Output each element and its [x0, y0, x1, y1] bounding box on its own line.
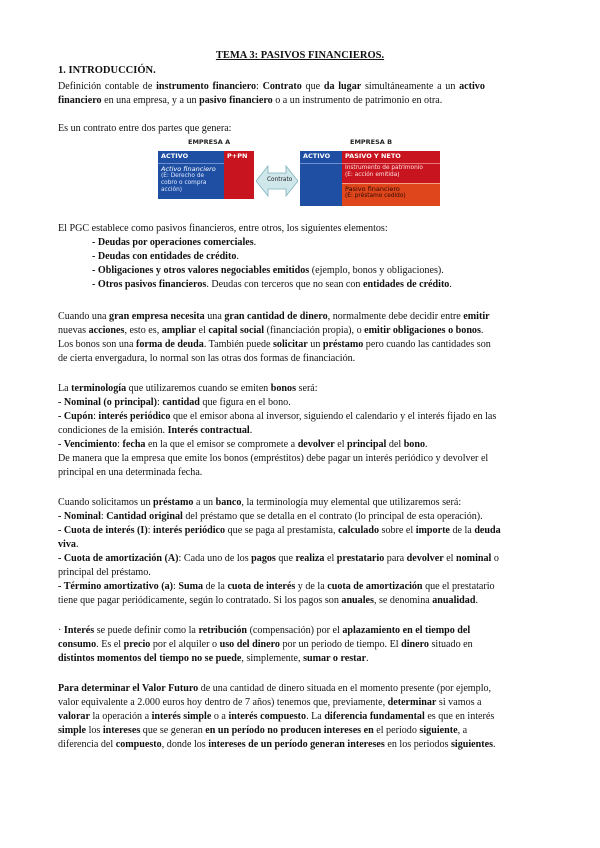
valor-line-3: valorar la operación a interés simple o a interés compuesto. La diferencia fundamental es que en interés: [58, 711, 495, 722]
empresa-a-label: EMPRESA A: [188, 138, 231, 146]
bonos-vencimiento: - Vencimiento: fecha en la que el emisor se compromete a devolver el principal del bono.: [58, 439, 428, 450]
interes-line-1: · Interés se puede definir como la retribución (compensación) por el aplazamiento en el tiempo del: [58, 625, 471, 636]
bonos-cupon: - Cupón: interés periódico que el emisor abona al inversor, siguiendo el calendario y el interés fijado en las: [58, 411, 497, 422]
empresa-line-1: Cuando una gran empresa necesita una gran cantidad de dinero, normalmente debe decidir entre emitir: [58, 311, 490, 322]
instrumento-patrimonio-cell: Instrumento de patrimonio (E: acción emitida): [342, 163, 440, 183]
prestamo-cuota-interes-cont: viva.: [58, 539, 79, 550]
empresa-line-2: nuevas acciones, esto es, ampliar el capital social (financiación propia), o emitir obligaciones o bonos.: [58, 325, 484, 336]
prestamo-termino: - Término amortizativo (a): Suma de la cuota de interés y de la cuota de amortización que el prestatario: [58, 581, 495, 592]
empresa-b-label: EMPRESA B: [350, 138, 393, 146]
ppn-a-cell: [224, 163, 254, 199]
contract-diagram: [158, 138, 440, 206]
activo-b-header: ACTIVO: [300, 151, 342, 163]
prestamo-termino-cont: tiene que pagar periódicamente, según lo contratado. Si los pagos son anuales, se denomina anualidad.: [58, 595, 478, 606]
pasivo-financiero-cell: Pasivo financiero (E: préstamo cedido): [342, 183, 440, 206]
contract-line: Es un contrato entre dos partes que genera:: [58, 123, 232, 134]
pasivo-neto-header: PASIVO Y NETO: [342, 151, 440, 163]
pgc-intro: El PGC establece como pasivos financieros, entre otros, los siguientes elementos:: [58, 223, 388, 234]
prestamo-line-1: Cuando solicitamos un préstamo a un banco, la terminología muy elemental que utilizaremos será:: [58, 497, 462, 508]
valor-line-5: diferencia del compuesto, donde los intereses de un período generan intereses en los periodos siguientes.: [58, 739, 496, 750]
pgc-item-4: - Otros pasivos financieros. Deudas con terceros que no sean con entidades de crédito.: [92, 279, 452, 290]
valor-line-2: valor equivalente a 2.000 euros hoy dentro de 7 años) tenemos que, previamente, determinar si vamos a: [58, 697, 482, 708]
activo-b-cell: [300, 163, 342, 206]
intro-line-2: financiero en una empresa, y a un pasivo financiero o a un instrumento de patrimonio en otra.: [58, 95, 443, 106]
page-title: TEMA 3: PASIVOS FINANCIEROS.: [215, 50, 385, 61]
bonos-cupon-cont: condiciones de la emisión. Interés contractual.: [58, 425, 253, 436]
interes-line-3: distintos momentos del tiempo no se puede, simplemente, sumar o restar.: [58, 653, 369, 664]
pgc-item-2: - Deudas con entidades de crédito.: [92, 251, 239, 262]
activo-a-header: ACTIVO: [158, 151, 224, 163]
empresa-line-4: de cierta envergadura, lo normal son las otras dos formas de financiación.: [58, 353, 356, 364]
prestamo-cuota-amortizacion: - Cuota de amortización (A): Cada uno de los pagos que realiza el prestatario para devolver el nominal o: [58, 553, 499, 564]
bonos-summary-1: De manera que la empresa que emite los bonos (empréstitos) debe pagar un interés periódico y devolver el: [58, 453, 489, 464]
valor-line-4: simple los intereses que se generan en un período no producen intereses en el periodo siguiente, a: [58, 725, 468, 736]
prestamo-nominal: - Nominal: Cantidad original del préstamo que se detalla en el contrato (lo principal de esta operación).: [58, 511, 483, 522]
bonos-nominal: - Nominal (o principal): cantidad que figura en el bono.: [58, 397, 291, 408]
pgc-item-3: - Obligaciones y otros valores negociables emitidos (ejemplo, bonos y obligaciones).: [92, 265, 444, 276]
pgc-item-1: - Deudas por operaciones comerciales.: [92, 237, 257, 248]
intro-line-1: Definición contable de instrumento financiero: Contrato que da lugar simultáneamente a un activo: [58, 81, 485, 92]
contract-arrow-label: Contrato: [267, 177, 293, 183]
bonos-line-1: La terminología que utilizaremos cuando se emiten bonos será:: [58, 383, 318, 394]
prestamo-cuota-amortizacion-cont: principal del préstamo.: [58, 567, 151, 578]
valor-line-1: Para determinar el Valor Futuro de una cantidad de dinero situada en el momento presente (por ejemplo,: [58, 683, 492, 694]
bonos-summary-2: principal en una determinada fecha.: [58, 467, 203, 478]
interes-line-2: consumo. Es el precio por el alquiler o uso del dinero por un periodo de tiempo. El dinero situado en: [58, 639, 473, 650]
ppn-a-header: P+PN: [224, 151, 254, 163]
activo-financiero-cell: Activo financiero (E: Derecho de cobro o compra acción): [158, 163, 224, 199]
empresa-line-3: Los bonos son una forma de deuda. También puede solicitar un préstamo pero cuando las cantidades son: [58, 339, 491, 350]
prestamo-cuota-interes: - Cuota de interés (I): interés periódico que se paga al prestamista, calculado sobre el importe de la deuda: [58, 525, 501, 536]
section-heading: 1. INTRODUCCIÓN.: [58, 65, 156, 76]
